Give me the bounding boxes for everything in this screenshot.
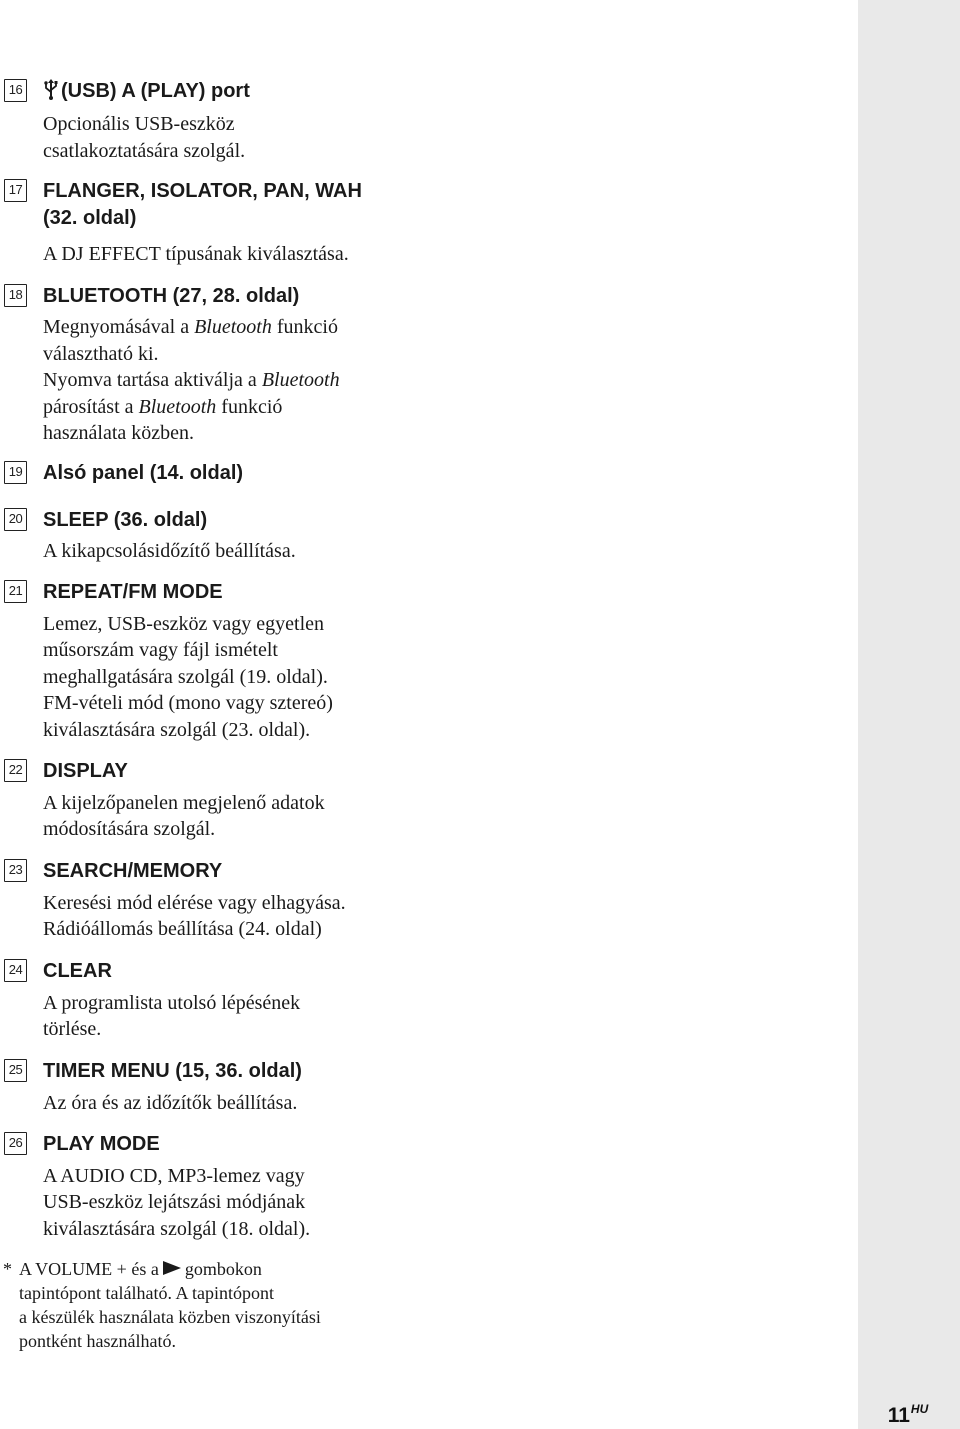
footnote-line: tapintópont található. A tapintópont [19,1283,274,1303]
footnote-line: a készülék használata közben viszonyítási [19,1307,321,1327]
item-title: CLEAR [43,960,112,982]
item-desc-line: párosítást a Bluetooth funkció [43,396,283,418]
item-desc-line: FM-vételi mód (mono vagy sztereó) [43,692,333,714]
item-desc-line: használata közben. [43,422,195,444]
item-desc-line: Az óra és az időzítők beállítása. [43,1092,298,1114]
page-number: $11^{HU}$ [887,1402,929,1427]
item-number-badge: 24 [4,959,27,982]
item-number-badge: 23 [4,859,27,882]
item-number-badge: 21 [4,580,27,603]
item-desc-line: kiválasztására szolgál (18. oldal). [43,1218,311,1240]
side-margin-strip [858,0,960,1429]
item-desc-line: USB-eszköz lejátszási módjának [43,1191,306,1213]
usb-icon [43,78,59,108]
footnote-asterisk: * [3,1259,12,1279]
item-title: TIMER MENU (15, 36. oldal) [43,1060,302,1082]
item-desc-line: A kikapcsolásidőzítő beállítása. [43,540,296,562]
footnote-line: pontként használható. [19,1331,176,1351]
item-title: BLUETOOTH (27, 28. oldal) [43,285,300,307]
item-desc-line: törlése. [43,1018,102,1040]
language-code: HU [910,1402,929,1416]
item-desc-line: módosítására szolgál. [43,818,216,840]
item-desc-line: A kijelzőpanelen megjelenő adatok [43,792,325,814]
item-desc-line: Keresési mód elérése vagy elhagyása. [43,892,346,914]
item-desc-line: Megnyomásával a Bluetooth funkció [43,316,338,338]
item-title-cont: (32. oldal) [43,207,137,229]
item-number-badge: 16 [4,79,27,102]
item-number-badge: 25 [4,1059,27,1082]
item-number-badge: 22 [4,759,27,782]
item-title: PLAY MODE [43,1133,160,1155]
item-desc-line: A programlista utolsó lépésének [43,992,301,1014]
item-number-badge: 18 [4,284,27,307]
item-desc-line: műsorszám vagy fájl ismételt [43,639,278,661]
play-icon [162,1258,182,1282]
item-desc-line: Opcionális USB-eszköz [43,113,235,135]
item-desc-line: A DJ EFFECT típusának kiválasztása. [43,243,349,265]
item-number-badge: 19 [4,461,27,484]
item-title: FLANGER, ISOLATOR, PAN, WAH [43,180,362,202]
item-desc-line: csatlakoztatására szolgál. [43,140,246,162]
item-title: DISPLAY [43,760,128,782]
item-title: SLEEP (36. oldal) [43,509,208,531]
item-desc-line: A AUDIO CD, MP3-lemez vagy [43,1165,305,1187]
item-desc-line: Lemez, USB-eszköz vagy egyetlen [43,613,325,635]
item-desc-line: meghallgatására szolgál (19. oldal). [43,666,328,688]
item-desc-line: kiválasztására szolgál (23. oldal). [43,719,311,741]
item-title: Alsó panel (14. oldal) [43,462,244,484]
item-title: SEARCH/MEMORY [43,860,223,882]
item-desc-line: választható ki. [43,343,159,365]
item-heading [43,78,250,108]
item-desc-line: Rádióállomás beállítása (24. oldal) [43,918,322,940]
item-desc-line: Nyomva tartása aktiválja a Bluetooth [43,369,340,391]
item-title: REPEAT/FM MODE [43,581,223,603]
item-number-badge: 20 [4,508,27,531]
item-number-badge: 26 [4,1132,27,1155]
item-number-badge: 17 [4,179,27,202]
item-title: (USB) A (PLAY) port [61,80,250,102]
footnote-line: A VOLUME + és a gombokon [19,1257,262,1282]
